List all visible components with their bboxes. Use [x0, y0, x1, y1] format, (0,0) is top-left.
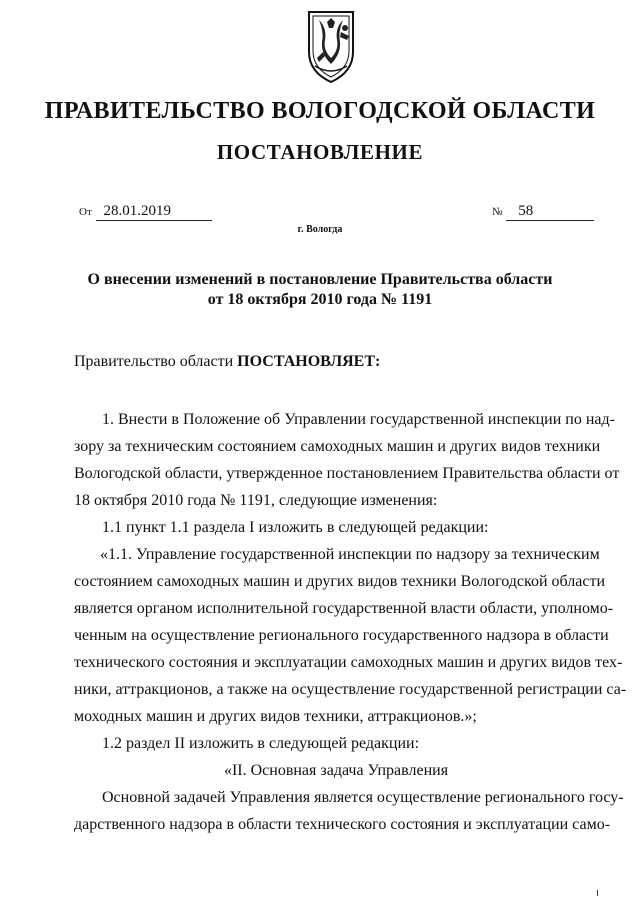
city-label: г. Вологда [297, 224, 343, 235]
body-line: моходных машин и других видов техники, аттракционов.»; [74, 708, 477, 725]
body-line: зору за техническим состоянием самоходных машин и других видов техники [74, 438, 601, 455]
scan-mark [597, 890, 598, 896]
body-line: состоянием самоходных машин и других видов техники Вологодской области [74, 573, 606, 590]
subject-line: от 18 октября 2010 года № 1191 [207, 291, 433, 308]
document-date: 28.01.2019 [96, 203, 212, 221]
body-line: Основной задачей Управления является осуществление регионального госу- [102, 789, 624, 806]
section-heading: «II. Основная задача Управления [223, 762, 449, 779]
body-line: ченным на осуществление регионального государственного надзора в области [74, 627, 609, 644]
body-line: «1.1. Управление государственной инспекции по надзору за техническим [100, 546, 600, 563]
decree-lead: Правительство области [74, 353, 234, 370]
body-line: технического состояния и эксплуатации самоходных машин и других видов тех- [74, 654, 623, 671]
decree-verb: ПОСТАНОВЛЯЕТ: [237, 353, 381, 370]
date-line [79, 203, 212, 221]
number-prefix: № [492, 206, 503, 218]
document-type: ПОСТАНОВЛЕНИЕ [216, 140, 424, 164]
document-number: 58 [506, 203, 594, 221]
date-prefix: От [79, 206, 92, 218]
body-line: ники, аттракционов, а также на осуществление государственной регистрации са- [74, 681, 627, 698]
decree-statement [74, 353, 380, 371]
number-line [492, 203, 594, 221]
government-title: ПРАВИТЕЛЬСТВО ВОЛОГОДСКОЙ ОБЛАСТИ [44, 98, 596, 124]
subject-line: О внесении изменений в постановление Правительства области [87, 271, 553, 288]
body-line: дарственного надзора в области технического состояния и эксплуатации само- [74, 816, 611, 833]
body-line: Вологодской области, утвержденное постановлением Правительства области от [74, 465, 620, 482]
body-line: 18 октября 2010 года № 1191, следующие изменения: [74, 492, 438, 509]
body-line: 1.1 пункт 1.1 раздела I изложить в следующей редакции: [102, 519, 489, 536]
document-body [74, 406, 627, 838]
document-subject [0, 270, 640, 310]
body-line: является органом исполнительной государственной власти области, уполномо- [74, 600, 614, 617]
body-line: 1. Внести в Положение об Управлении государственной инспекции по над- [102, 411, 615, 428]
coat-of-arms-emblem [305, 6, 357, 86]
body-line: 1.2 раздел II изложить в следующей редакции: [102, 735, 420, 752]
